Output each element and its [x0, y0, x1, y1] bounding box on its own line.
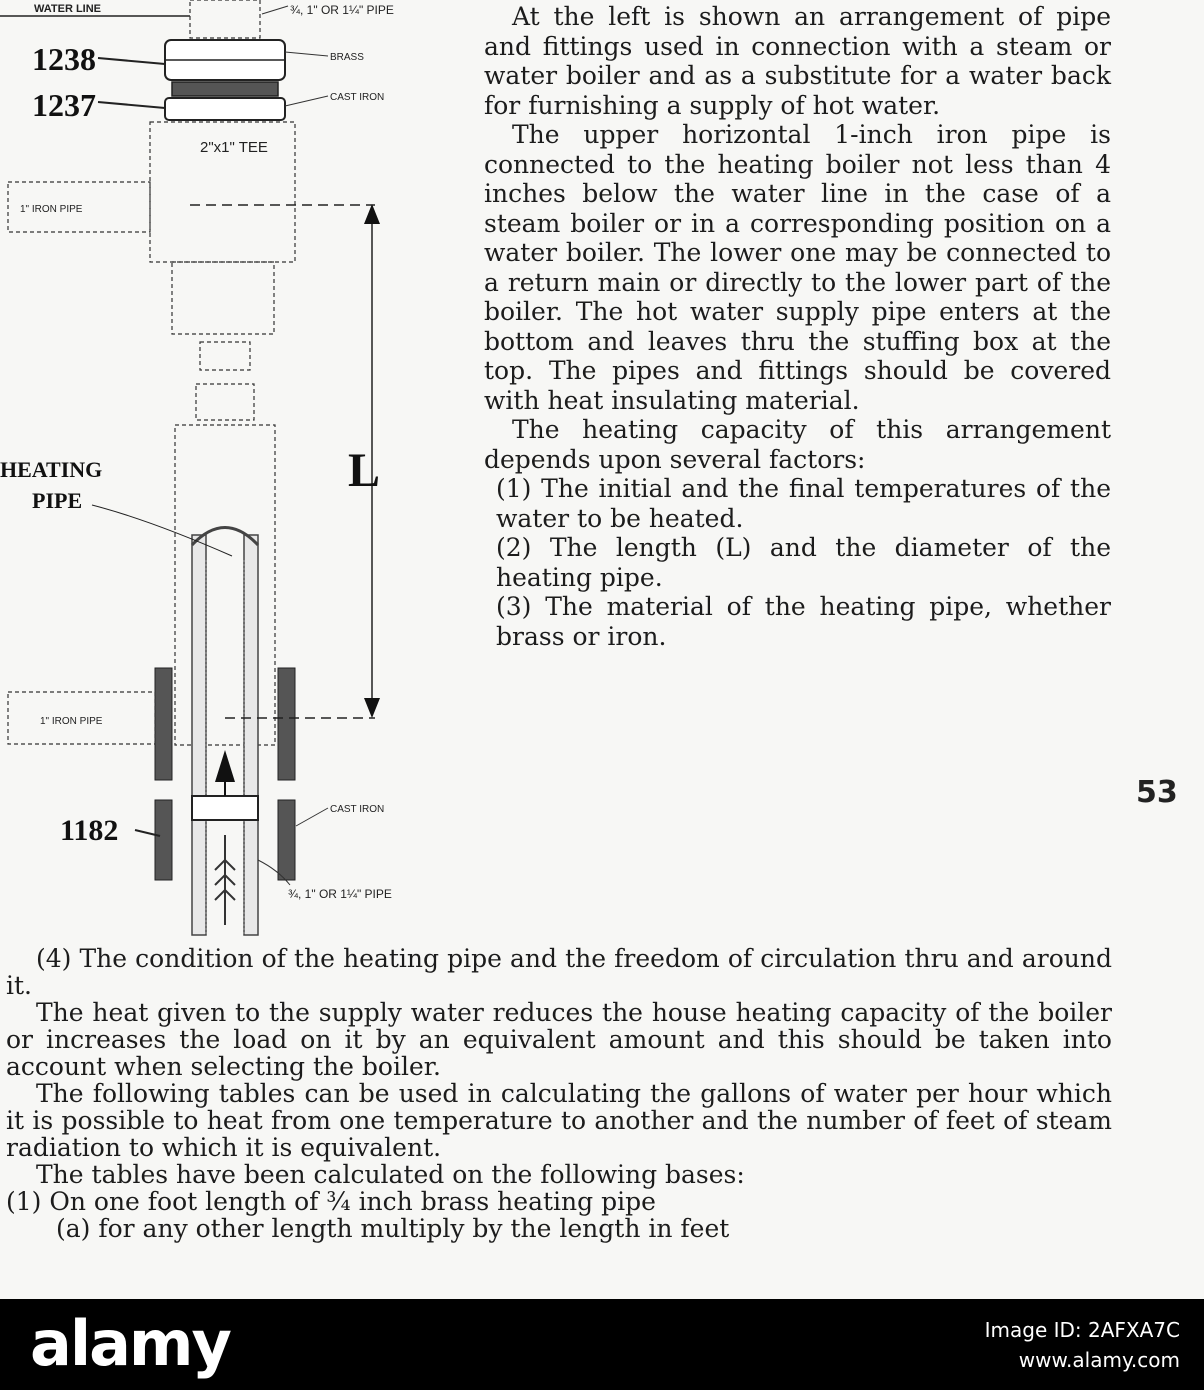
factor-item: (3) The material of the heating pipe, whether brass or iron.: [496, 592, 1111, 651]
brass-label: BRASS: [330, 52, 364, 63]
iron-pipe-bottom-label: 1" IRON PIPE: [40, 716, 103, 727]
image-id: Image ID: 2AFXA7C: [984, 1318, 1180, 1342]
paragraph: The following tables can be used in calculating the gallons of water per hour which it is possible to heat from one temperature to another and the number of feet of steam radiation to which it is equivalent.: [6, 1079, 1112, 1162]
factor-item: (2) The length (L) and the diameter of the heating pipe.: [496, 533, 1111, 592]
length-label: L: [348, 444, 381, 497]
tee-label: 2"x1" TEE: [200, 139, 268, 156]
iron-pipe-top-label: 1" IRON PIPE: [20, 204, 83, 215]
page-number: 53: [1136, 775, 1178, 810]
basis-subitem: (a) for any other length multiply by the length in feet: [56, 1214, 730, 1243]
right-column-text: [484, 2, 1111, 651]
paragraph: The heating capacity of this arrangement depends upon several factors:: [484, 415, 1111, 474]
brand-logo: alamy: [30, 1307, 230, 1380]
heating-pipe-label-2: PIPE: [32, 488, 83, 513]
paragraph: At the left is shown an arrangement of pipe and fittings used in connection with a steam or water boiler and as a substitute for a water back for furnishing a supply of hot water.: [484, 2, 1111, 120]
factor-item: (1) The initial and the final temperatures of the water to be heated.: [496, 474, 1111, 533]
top-pipe-label: ¾, 1" OR 1¼" PIPE: [290, 3, 394, 17]
paragraph: The upper horizontal 1-inch iron pipe is connected to the heating boiler not less than 4 inches below the water line in the case of a steam boiler or in a corresponding position on a water boiler. The lower one may be connected to a return main or directly to the lower part of the boiler. The hot water supply pipe enters at the bottom and leaves thru the stuffing box at the top. The pipes and fittings should be covered with heat insulating material.: [484, 120, 1111, 415]
full-width-text: [6, 945, 1112, 1242]
factor-item: (4) The condition of the heating pipe and the freedom of circulation thru and around it.: [6, 944, 1112, 1000]
image-id-block: [985, 1315, 1180, 1375]
pipe-arrangement-figure: [0, 0, 480, 945]
paragraph: The heat given to the supply water reduces the house heating capacity of the boiler or increases the load on it by an equivalent amount and this should be taken into account when selecting the boiler.: [6, 998, 1112, 1081]
water-line-label: WATER LINE: [34, 3, 102, 15]
part-number-1182: 1182: [60, 814, 119, 847]
site-url: www.alamy.com: [1018, 1348, 1180, 1372]
part-number-1237: 1237: [32, 87, 96, 123]
watermark-banner: [0, 1299, 1204, 1390]
heating-pipe-label-1: HEATING: [0, 457, 103, 482]
paragraph: The tables have been calculated on the following bases:: [36, 1160, 745, 1189]
cast-iron-top-label: CAST IRON: [330, 92, 385, 103]
basis-item: (1) On one foot length of ¾ inch brass heating pipe: [6, 1187, 656, 1216]
bottom-pipe-label: ¾, 1" OR 1¼" PIPE: [288, 887, 392, 901]
part-number-1238: 1238: [32, 41, 96, 77]
cast-iron-bottom-label: CAST IRON: [330, 804, 385, 815]
